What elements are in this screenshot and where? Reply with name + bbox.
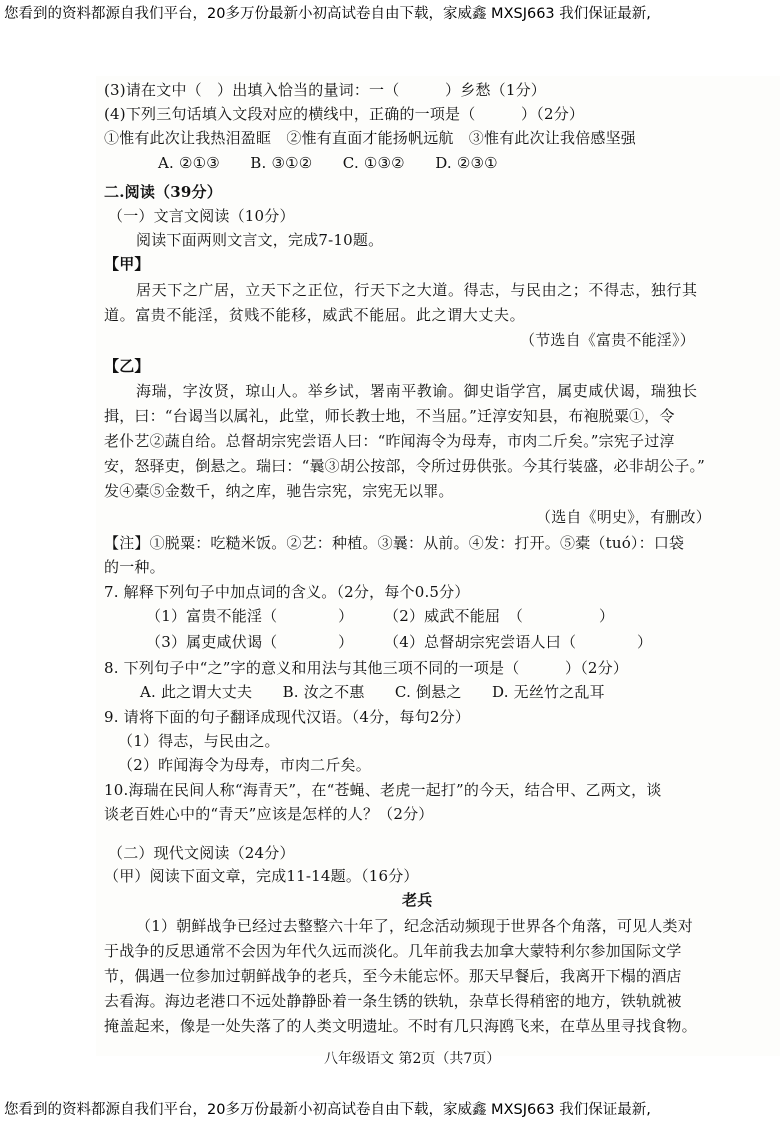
notes-line-1: 【注】①脱粟：吃糙米饭。②艺：种植。③曩：从前。④发：打开。⑤橐（tuó）：口袋 [104,534,685,552]
modern-reading-heading: （二）现代文阅读（24分） [108,844,295,862]
question-7: 7. 解释下列句子中加点词的含义。（2分，每个0.5分） [104,583,470,601]
passage-jia-line-1: 居天下之广居，立天下之正位，行天下之大道。得志，与民由之；不得志，独行其 [136,281,698,299]
question-10-line-1: 10.海瑞在民间人称“海青天”，在“苍蝇、老虎一起打”的今天，结合甲、乙两文，谈 [104,781,662,799]
question-7-item-4: （4）总督胡宗宪尝语人曰（ ） [384,633,653,651]
page-footer: 八年级语文 第2页（共7页） [324,1051,501,1067]
article-line-3: 节，偶遇一位参加过朝鲜战争的老兵，至今未能忘怀。那天早餐后，我离开下榻的酒店 [104,967,682,985]
article-line-4: 去看海。海边老港口不远处静静卧着一条生锈的铁轨，杂草长得稍密的地方，铁轨就被 [104,992,682,1010]
question-3: (3)请在文中（ ）出填入恰当的量词：一（ ）乡愁（1分） [104,81,546,99]
question-7-item-3: （3）属吏咸伏谒（ ） [146,633,354,651]
question-8-options: A. 此之谓大丈夫 B. 汝之不惠 C. 倒悬之 D. 无丝竹之乱耳 [140,683,605,701]
passage-jia-source: （节选自《富贵不能淫》） [520,331,695,349]
passage-yi-label: 【乙】 [104,357,150,375]
question-4-sentences: ①惟有此次让我热泪盈眶 ②惟有直面才能扬帆远航 ③惟有此次让我倍感坚强 [104,129,637,147]
passage-yi-line-2: 揖，曰：“台谒当以属礼，此堂，师长教士地，不当屈。”迁淳安知县，布袍脱粟①，令 [104,407,675,425]
passage-yi-line-4: 安，怒驿吏，倒悬之。瑞曰：“曩③胡公按部，令所过毋供张。今其行装盛，必非胡公子。” [104,457,706,475]
classical-reading-instruction: 阅读下面两则文言文，完成7-10题。 [136,231,384,249]
bottom-banner: 您看到的资料都源自我们平台，20多万份最新小初高试卷自由下载，家威鑫 MXSJ663 我们保证最新, [4,1102,651,1118]
section-reading-heading: 二.阅读（39分） [104,183,222,201]
question-7-item-2: （2）威武不能屈 （ ） [384,607,615,625]
passage-jia-line-2: 道。富贵不能淫，贫贱不能移，威武不能屈。此之谓大丈夫。 [104,306,526,324]
article-title: 老兵 [402,891,433,909]
question-10-line-2: 谈老百姓心中的“青天”应该是怎样的人？（2分） [104,805,434,823]
question-4: (4)下列三句话填入文段对应的横线中，正确的一项是（ ）（2分） [104,105,585,123]
article-line-2: 于战争的反思通常不会因为年代久远而淡化。几年前我去加拿大蒙特利尔参加国际文学 [104,942,682,960]
article-line-1: （1）朝鲜战争已经过去整整六十年了，纪念活动频现于世界各个角落，可见人类对 [136,917,693,935]
question-9-item-2: （2）昨闻海令为母寿，市肉二斤矣。 [118,756,371,774]
question-7-item-1: （1）富贵不能淫（ ） [146,607,354,625]
question-8: 8. 下列句子中“之”字的意义和用法与其他三项不同的一项是（ ）（2分） [104,659,629,677]
question-9-item-1: （1）得志，与民由之。 [118,732,280,750]
question-9: 9. 请将下面的句子翻译成现代汉语。（4分，每句2分） [104,708,471,726]
passage-jia-label: 【甲】 [104,255,150,273]
classical-reading-heading: （一）文言文阅读（10分） [108,207,295,225]
passage-yi-line-3: 老仆艺②蔬自给。总督胡宗宪尝语人曰：“昨闻海令为母寿，市肉二斤矣。”宗宪子过淳 [104,432,675,450]
passage-yi-line-5: 发④橐⑤金数千，纳之库，驰告宗宪，宗宪无以罪。 [104,482,454,500]
passage-yi-line-1: 海瑞，字汝贤，琼山人。举乡试，署南平教谕。御史诣学宫，属吏咸伏谒，瑞独长 [136,382,698,400]
part-jia-instruction: （甲）阅读下面文章，完成11-14题。（16分） [104,867,419,885]
top-banner: 您看到的资料都源自我们平台，20多万份最新小初高试卷自由下载，家威鑫 MXSJ663 我们保证最新, [4,6,651,22]
passage-yi-source: （选自《明史》，有删改） [536,508,711,526]
article-line-5: 掩盖起来，像是一处失落了的人类文明遗址。不时有几只海鸥飞来，在草丛里寻找食物。 [104,1017,697,1035]
question-4-options: A. ②①③ B. ③①② C. ①③② D. ②③① [158,154,498,172]
notes-line-2: 的一种。 [104,558,165,576]
